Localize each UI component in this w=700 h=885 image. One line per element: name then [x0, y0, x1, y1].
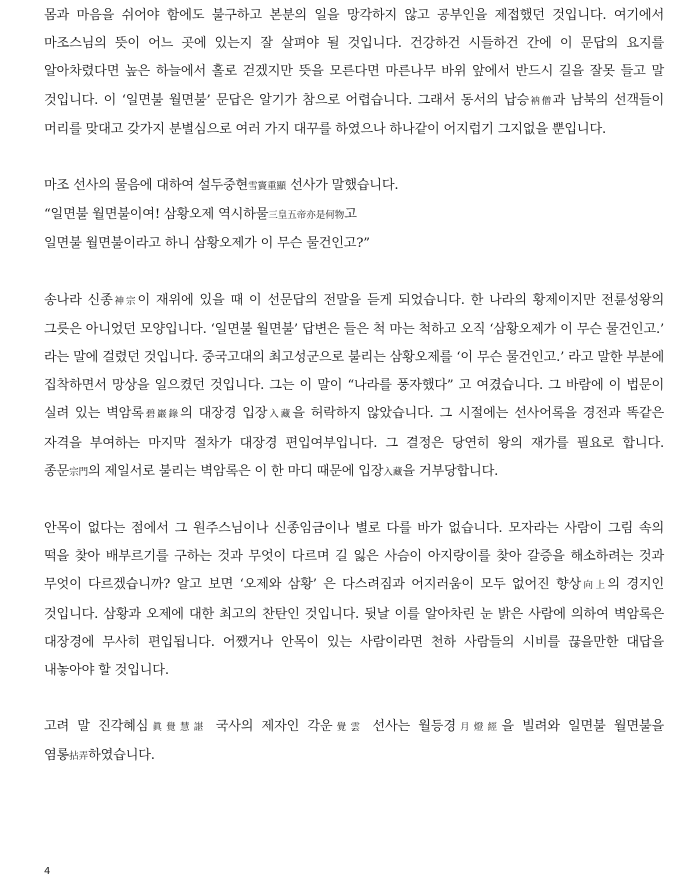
hanja-annotation: 眞覺慧諶 — [148, 722, 208, 734]
hanja-annotation: 月燈經 — [455, 722, 502, 734]
text: 몸과 마음을 쉬어야 함에도 불구하고 본분의 일을 망각하지 않고 공부인을 제접했던 것입니다. 여기에서 마조스님의 뜻이 어느 곳에 있는지 잘 살펴야 될 것입니다. 건강하건 시들하건 간에 이 문답의 요지를 알아차렸다면 높은 하늘에서 홀로 걷겠지만 뜻을 모른다면 마른나무 바위 앞에서 반드시 길을 잘못 들고 말 것입니다. 이 ‘일면불 월면불’ 문답은 알기가 참으로 어렵습니다. 그래서 동서의 납승 — [44, 8, 664, 108]
text: 선사가 말했습니다. — [286, 178, 399, 194]
hanja-annotation: 覺雲 — [332, 722, 365, 734]
text: 하였습니다. — [88, 748, 155, 764]
quote-line-2 — [44, 230, 664, 258]
text: 국사의 제자인 각운 — [207, 719, 333, 735]
text: 의 대장경 입장 — [180, 406, 268, 422]
text: 송나라 신종 — [44, 292, 113, 308]
page-number: 4 — [44, 866, 51, 877]
text: 선사는 월등경 — [364, 719, 456, 735]
hanja-annotation: 神宗 — [112, 295, 138, 307]
hanja-annotation: 雪竇重顯 — [248, 181, 287, 193]
hanja-annotation: 碧巖錄 — [143, 409, 181, 421]
quote-line-1 — [44, 201, 664, 230]
text: 의 제일서로 불리는 벽암록은 이 한 마디 때문에 입장 — [88, 463, 384, 479]
text: 을 거부당합니다. — [402, 463, 499, 479]
text: 을 빌려와 일면불 월면불을 염롱 — [44, 719, 664, 764]
hanja-annotation: 入藏 — [267, 409, 293, 421]
text: 마조 선사의 물음에 대하여 설두중현 — [44, 178, 249, 194]
paragraph-4 — [44, 515, 664, 685]
hanja-annotation: 宗門 — [69, 466, 89, 478]
text: 일면불 월면불이라고 하니 삼황오제가 이 무슨 물건인고?” — [44, 236, 370, 252]
paragraph-5 — [44, 713, 664, 771]
paragraph-2 — [44, 172, 664, 201]
text: 이 재위에 있을 때 이 선문답의 전말을 듣게 되었습니다. 한 나라의 황제이지만 전륜성왕의 그릇은 아니었던 모양입니다. ‘일면불 월면불’ 답변은 들은 척 마는 척하고 오직 ‘삼황오제가 이 무슨 물건인고.’ 라는 말에 걸렸던 것입니다. 중국고대의 최고성군으로 불리는 삼황오제를 ‘이 무슨 물건인고.’ 라고 말한 부분에 집착하면서 망상을 일으켰던 것입니다. 그는 이 말이 “나라를 풍자했다” 고 여겼습니다. 그 바람에 이 법문이 실려 있는 벽암록 — [44, 292, 664, 422]
hanja-annotation: 衲僧 — [529, 95, 553, 107]
text: 고려 말 진각혜심 — [44, 719, 149, 735]
hanja-annotation: 入藏 — [383, 466, 403, 478]
text: “일면불 월면불이여! 삼황오제 역시하물 — [44, 207, 269, 223]
text: 을 허락하지 않았습니다. 그 시절에는 선사어록을 경전과 똑같은 자격을 부여하는 마지막 절차가 대장경 편입여부입니다. 그 결정은 당연히 왕의 재가를 필요로 합니다. 종문 — [44, 406, 665, 479]
text: 안목이 없다는 점에서 그 원주스님이나 신종임금이나 별로 다를 바가 없습니다. 모자라는 사람이 그림 속의 떡을 찾아 배부르기를 구하는 것과 무엇이 다르며 길 잃은 사슴이 아지랑이를 찾아 갈증을 해소하려는 것과 무엇이 다르겠습니까? 알고 보면 ‘오제와 삼황’ 은 다스려짐과 어지러움이 모두 없어진 향상 — [44, 521, 664, 593]
text: 의 경지인 것입니다. 삼황과 오제에 대한 최고의 찬탄인 것입니다. 뒷날 이를 알아차린 눈 밝은 사람에 의하여 벽암록은 대장경에 무사히 편입됩니다. 어쨌거나 안목이 있는 사람이라면 천하 사람들의 시비를 끊을만한 대답을 내놓아야 할 것입니다. — [44, 577, 664, 679]
text: 과 남북의 선객들이 머리를 맞대고 갖가지 분별심으로 여러 가지 대꾸를 하였으나 하나같이 어지럽기 그지없을 뿐입니다. — [44, 92, 664, 137]
text: 고 — [344, 207, 357, 223]
paragraph-3 — [44, 287, 664, 487]
hanja-annotation: 三皇五帝亦是何物 — [268, 210, 345, 222]
paragraph-1 — [44, 2, 664, 144]
document-body — [44, 0, 664, 772]
hanja-annotation: 拈弄 — [69, 751, 89, 763]
hanja-annotation: 向上 — [581, 580, 608, 592]
